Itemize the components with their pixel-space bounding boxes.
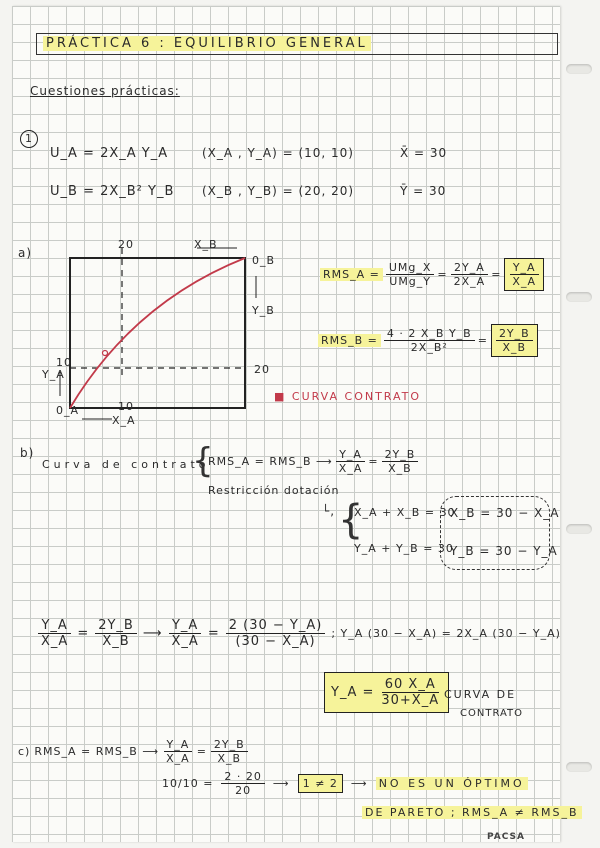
page-title: PRÁCTICA 6 : EQUILIBRIO GENERAL	[43, 36, 371, 51]
condition-endowment: Restricción dotación	[208, 484, 340, 497]
notebook-page	[12, 6, 579, 842]
y-total: Ȳ = 30	[400, 184, 447, 198]
rms-a-result: $\frac{Y\_A}{X\_A}$	[504, 258, 544, 291]
xb-label: X_B	[194, 238, 218, 251]
brace-system: {	[338, 497, 365, 543]
rms-a-frac1: $\frac{\text{UMg\_X}}{\text{UMg\_Y}}$	[386, 261, 435, 288]
top-tick: 20	[118, 238, 134, 251]
rms-b-result: $\frac{2Y\_B}{X\_B}$	[491, 324, 538, 357]
rms-b-frac1: $\frac{\text{4 · 2 X\_B Y\_B}}{\text{2X\_B²}}$	[384, 327, 475, 354]
solution-xb: X_B = 30 − X_A	[450, 506, 560, 520]
endowment-a: (X_A , Y_A) = (10, 10)	[202, 146, 354, 160]
endowment-eq-x: X_A + X_B = 30	[354, 506, 456, 519]
derivation-line: $\frac{Y\_A}{X\_A}$ = $\frac{2Y\_B}{X\_B}$ ⟶ $\frac{Y\_A}{X\_A}$ = $\frac{2 (30 - Y\_A)}{(30 - X\_A)}$ ; Y_A (30 − X_A) = 2X_A (30 − Y_A)	[38, 618, 561, 649]
binder-hole	[566, 64, 592, 74]
binder-hole	[566, 762, 592, 772]
rms-a-frac2: $\frac{2Y\_A}{2X\_A}$	[451, 261, 489, 288]
brace-left: {	[192, 441, 215, 481]
part-c-line1: c) RMS_A = RMS_B ⟶ $\frac{Y\_A}{X\_A}$ = $\frac{2Y\_B}{X\_B}$	[18, 738, 248, 765]
part-c-label: c)	[18, 745, 31, 758]
bottom-tick: 10	[118, 400, 134, 413]
conclusion-1: NO ES UN ÓPTIMO	[376, 777, 528, 790]
contract-curve-heading: Curva de contrato	[42, 458, 210, 471]
rms-a-equation: RMS_A = $\frac{\text{UMg\_X}}{\text{UMg\_Y}}$ = $\frac{2Y\_A}{2X\_A}$ = $\frac{Y\_A}{X\_A}$	[320, 258, 544, 291]
rms-b-equation: RMS_B = $\frac{\text{4 · 2 X\_B Y\_B}}{\text{2X\_B²}}$ = $\frac{2Y\_B}{X\_B}$	[318, 324, 538, 357]
rms-a-lhs: RMS_A =	[320, 268, 383, 281]
condition-rms: RMS_A = RMS_B ⟶ $\frac{Y\_A}{X\_A}$ = $\frac{2Y\_B}{X\_B}$	[208, 448, 418, 475]
title-box	[36, 33, 558, 55]
box-frame	[70, 258, 245, 408]
inequality-box: 1 ≠ 2	[298, 774, 343, 793]
rms-b-lhs: RMS_B =	[318, 334, 381, 347]
result-label-1: CURVA DE	[444, 688, 517, 701]
binder-hole	[566, 292, 592, 302]
binder-hole	[566, 524, 592, 534]
oa-label: 0_A	[56, 404, 80, 417]
xa-label: X_A	[112, 414, 136, 427]
endowment-eq-y: Y_A + Y_B = 30	[354, 542, 454, 555]
right-tick: 20	[254, 363, 270, 376]
contract-curve	[70, 258, 245, 408]
part-b-label: b)	[20, 446, 35, 460]
arrow-down: └,	[322, 504, 336, 518]
utility-a: U_A = 2X_A Y_A	[50, 146, 169, 161]
contract-curve-label: ■ CURVA CONTRATO	[274, 390, 422, 403]
utility-b: U_B = 2X_B² Y_B	[50, 184, 175, 199]
ob-label: 0_B	[252, 254, 276, 267]
footer-brand: PACSA	[487, 832, 525, 842]
yb-label: Y_B	[252, 304, 275, 317]
contract-curve-text: CURVA CONTRATO	[291, 390, 422, 403]
contract-curve-result: Y_A = $\frac{60 X\_A}{30+X\_A}$	[324, 672, 449, 713]
conclusion-2: DE PARETO ; RMS_A ≠ RMS_B	[362, 806, 582, 819]
question-number: 1	[20, 130, 38, 148]
left-tick: 10	[56, 356, 72, 369]
result-label-2: CONTRATO	[460, 708, 524, 719]
part-c-line2: 10/10 = $\frac{2 \cdot 20}{20}$ ⟶ 1 ≠ 2 ⟶ NO ES UN ÓPTIMO	[162, 770, 528, 797]
endowment-b: (X_B , Y_B) = (20, 20)	[202, 184, 355, 198]
section-heading: Cuestiones prácticas:	[30, 84, 180, 98]
curve-point	[103, 351, 108, 356]
solution-yb: Y_B = 30 − Y_A	[450, 544, 558, 558]
part-a-label: a)	[18, 246, 33, 260]
ya-label: Y_A	[42, 368, 65, 381]
x-total: X̄ = 30	[400, 146, 448, 160]
